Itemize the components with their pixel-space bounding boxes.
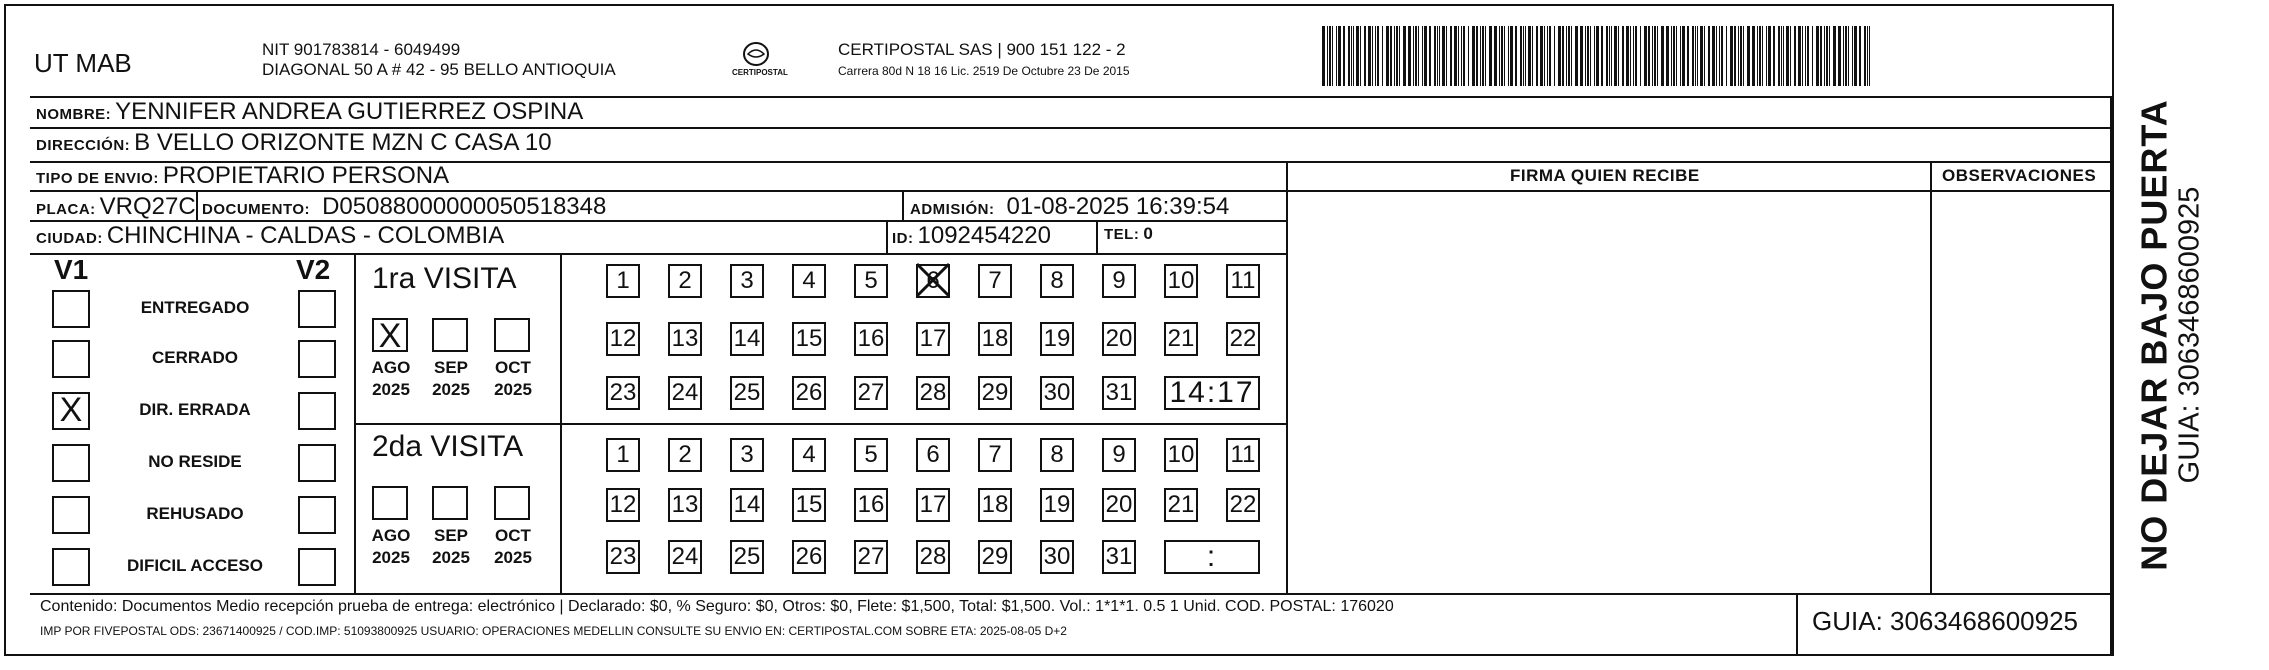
day-box[interactable]: 10 — [1164, 438, 1198, 472]
logo-text: CERTIPOSTAL — [732, 68, 788, 77]
day-box[interactable]: 12 — [606, 322, 640, 356]
cell-divider — [902, 190, 904, 220]
status-option-label: NO RESIDE — [148, 452, 242, 471]
day-box[interactable]: 7 — [978, 264, 1012, 298]
month-checkbox[interactable] — [494, 318, 530, 352]
cell-divider — [886, 220, 888, 253]
year-label: 2025 — [372, 548, 410, 567]
firma-column-left — [1286, 161, 1288, 593]
day-box[interactable]: 23 — [606, 540, 640, 574]
day-box[interactable]: 18 — [978, 488, 1012, 522]
visit2-title: 2da VISITA — [372, 430, 524, 463]
footer-contents: Contenido: Documentos Medio recepción prueba de entrega: electrónico | Declarado: $0, % Seguro: $0, Otros: $0, Flete: $1,500, Total: $1,500. Vol.: 1*1*1. 0.5 1 Unid. COD. POSTAL: 176020 — [40, 598, 1394, 615]
status-option-label: CERRADO — [152, 348, 238, 367]
year-label: 2025 — [372, 380, 410, 399]
day-box[interactable]: 13 — [668, 488, 702, 522]
admision-field: ADMISIÓN: 01-08-2025 16:39:54 — [910, 193, 1230, 220]
day-box[interactable]: 5 — [854, 438, 888, 472]
row-line — [30, 253, 1286, 255]
day-box[interactable]: 26 — [792, 376, 826, 410]
tel-field: TEL: 0 — [1104, 224, 1154, 243]
day-box[interactable]: 15 — [792, 322, 826, 356]
document-number: D05088000000050518348 — [322, 193, 607, 220]
year-label: 2025 — [494, 548, 532, 567]
year-label: 2025 — [432, 380, 470, 399]
direccion-field: DIRECCIÓN: B VELLO ORIZONTE MZN C CASA 10 — [36, 129, 552, 156]
day-box[interactable]: 17 — [916, 488, 950, 522]
month-label: OCT — [495, 526, 531, 545]
observaciones-header: OBSERVACIONES — [1942, 166, 2097, 185]
day-box[interactable]: 22 — [1226, 322, 1260, 356]
day-box[interactable]: 1 — [606, 264, 640, 298]
tipo-field: TIPO DE ENVIO: PROPIETARIO PERSONA — [36, 162, 450, 189]
day-box[interactable]: 7 — [978, 438, 1012, 472]
day-box[interactable]: 26 — [792, 540, 826, 574]
day-box[interactable]: 18 — [978, 322, 1012, 356]
day-box[interactable]: 24 — [668, 540, 702, 574]
status-v2-checkbox[interactable] — [298, 340, 336, 378]
day-box[interactable]: 19 — [1040, 322, 1074, 356]
recipient-address: B VELLO ORIZONTE MZN C CASA 10 — [134, 129, 552, 156]
v2-header: V2 — [296, 254, 331, 285]
day-box[interactable]: 13 — [668, 322, 702, 356]
status-v2-checkbox[interactable] — [298, 496, 336, 534]
sender-nit: NIT 901783814 - 6049499 — [262, 40, 461, 59]
day-box[interactable]: 31 — [1102, 540, 1136, 574]
month-checkbox[interactable] — [432, 486, 468, 520]
visit-time-box[interactable]: : — [1164, 540, 1260, 574]
ciudad-field: CIUDAD: CHINCHINA - CALDAS - COLOMBIA — [36, 222, 505, 249]
status-v1-checkbox[interactable] — [52, 548, 90, 586]
day-box[interactable]: 28 — [916, 540, 950, 574]
day-box[interactable]: 30 — [1040, 540, 1074, 574]
city: CHINCHINA - CALDAS - COLOMBIA — [106, 222, 505, 249]
footer-print-info: IMP POR FIVEPOSTAL ODS: 23671400925 / COD.IMP: 51093800925 USUARIO: OPERACIONES MEDELLIN CONSULTE SU ENVIO EN: CERTIPOSTAL.COM SOBRE ETA: 2025-08-05 D+2 — [40, 624, 1067, 638]
day-box[interactable]: 20 — [1102, 322, 1136, 356]
day-box[interactable]: 28 — [916, 376, 950, 410]
shipment-type: PROPIETARIO PERSONA — [162, 162, 450, 189]
sender-name: UT MAB — [34, 48, 132, 78]
status-v2-checkbox[interactable] — [298, 548, 336, 586]
status-v2-checkbox[interactable] — [298, 290, 336, 328]
day-box[interactable]: 5 — [854, 264, 888, 298]
visit-divider — [354, 423, 1286, 425]
day-box[interactable]: 16 — [854, 488, 888, 522]
day-box[interactable]: 3 — [730, 438, 764, 472]
day-box[interactable]: 25 — [730, 376, 764, 410]
day-box[interactable]: 29 — [978, 540, 1012, 574]
month-checkbox[interactable] — [432, 318, 468, 352]
month-label: AGO — [371, 526, 411, 545]
admission-date: 01-08-2025 16:39:54 — [1006, 193, 1230, 220]
day-box[interactable]: 31 — [1102, 376, 1136, 410]
day-box[interactable]: 6 — [916, 264, 950, 298]
tel-number: 0 — [1143, 224, 1154, 243]
side-warning: NO DEJAR BAJO PUERTA — [2133, 99, 2175, 571]
month-checkbox[interactable]: X — [372, 318, 408, 352]
day-box[interactable]: 14 — [730, 322, 764, 356]
status-v1-checkbox[interactable] — [52, 340, 90, 378]
day-box[interactable]: 9 — [1102, 438, 1136, 472]
month-checkbox[interactable] — [372, 486, 408, 520]
month-label: AGO — [371, 358, 411, 377]
day-box[interactable]: 23 — [606, 376, 640, 410]
documento-field: DOCUMENTO: D05088000000050518348 — [202, 193, 607, 220]
day-box[interactable]: 15 — [792, 488, 826, 522]
day-box[interactable]: 14 — [730, 488, 764, 522]
day-box[interactable]: 12 — [606, 488, 640, 522]
company-logo — [732, 38, 788, 84]
month-checkbox[interactable] — [494, 486, 530, 520]
day-box[interactable]: 29 — [978, 376, 1012, 410]
day-box[interactable]: 8 — [1040, 264, 1074, 298]
day-box[interactable]: 27 — [854, 376, 888, 410]
status-option-label: ENTREGADO — [140, 298, 250, 317]
status-option-label: REHUSADO — [146, 504, 244, 523]
status-v2-checkbox[interactable] — [298, 444, 336, 482]
day-box[interactable]: 10 — [1164, 264, 1198, 298]
barcode — [1322, 26, 1874, 86]
firma-header: FIRMA QUIEN RECIBE — [1510, 166, 1700, 185]
plate-number: VRQ27C — [99, 193, 196, 220]
day-box[interactable]: 11 — [1226, 438, 1260, 472]
day-box[interactable]: 3 — [730, 264, 764, 298]
month-label: OCT — [495, 358, 531, 377]
observaciones-column-left — [1930, 161, 1932, 593]
status-option-label: DIFICIL ACCESO — [126, 556, 263, 575]
recipient-name: YENNIFER ANDREA GUTIERREZ OSPINA — [115, 98, 584, 125]
side-guia: GUIA: 3063468600925 — [2173, 186, 2206, 484]
sender-address: DIAGONAL 50 A # 42 - 95 BELLO ANTIOQUIA — [262, 60, 616, 79]
day-box[interactable]: 20 — [1102, 488, 1136, 522]
row-line — [30, 190, 2112, 192]
month-label: SEP — [433, 526, 469, 545]
cell-divider — [196, 190, 198, 220]
day-box[interactable]: 19 — [1040, 488, 1074, 522]
visit-time-box[interactable]: 14:17 — [1164, 376, 1260, 410]
day-box[interactable]: 8 — [1040, 438, 1074, 472]
day-box[interactable]: 4 — [792, 264, 826, 298]
day-box[interactable]: 1 — [606, 438, 640, 472]
observaciones-column-right — [2110, 96, 2112, 654]
visit1-title: 1ra VISITA — [372, 262, 517, 295]
id-number: 1092454220 — [917, 222, 1051, 249]
status-v1-checkbox[interactable]: X — [52, 392, 90, 430]
id-field: ID: 1092454220 — [892, 222, 1051, 249]
company-license: Carrera 80d N 18 16 Lic. 2519 De Octubre 23 De 2015 — [838, 64, 1130, 78]
footer-guia: GUIA: 3063468600925 — [1812, 606, 2078, 636]
footer-line — [30, 593, 2112, 595]
day-box[interactable]: 21 — [1164, 322, 1198, 356]
status-v1-checkbox[interactable] — [52, 290, 90, 328]
cell-divider — [1096, 220, 1098, 253]
day-box[interactable]: 22 — [1226, 488, 1260, 522]
day-box[interactable]: 16 — [854, 322, 888, 356]
nombre-field: NOMBRE: YENNIFER ANDREA GUTIERREZ OSPINA — [36, 98, 584, 125]
day-box[interactable]: 30 — [1040, 376, 1074, 410]
placa-field: PLACA: VRQ27C — [36, 193, 196, 220]
day-box[interactable]: 21 — [1164, 488, 1198, 522]
footer-divider — [1796, 593, 1798, 654]
status-v1-checkbox[interactable] — [52, 444, 90, 482]
v1-header: V1 — [54, 254, 89, 285]
day-check-mark — [913, 260, 953, 300]
company-name: CERTIPOSTAL SAS | 900 151 122 - 2 — [838, 40, 1126, 59]
day-box[interactable]: 2 — [668, 264, 702, 298]
year-label: 2025 — [494, 380, 532, 399]
status-option-label: DIR. ERRADA — [139, 400, 251, 419]
month-label: SEP — [433, 358, 469, 377]
day-box[interactable]: 6 — [916, 438, 950, 472]
day-box[interactable]: 11 — [1226, 264, 1260, 298]
day-box[interactable]: 25 — [730, 540, 764, 574]
year-label: 2025 — [432, 548, 470, 567]
day-box[interactable]: 24 — [668, 376, 702, 410]
day-box[interactable]: 2 — [668, 438, 702, 472]
status-v1-checkbox[interactable] — [52, 496, 90, 534]
day-box[interactable]: 17 — [916, 322, 950, 356]
day-box[interactable]: 4 — [792, 438, 826, 472]
day-box[interactable]: 9 — [1102, 264, 1136, 298]
day-box[interactable]: 27 — [854, 540, 888, 574]
status-v2-checkbox[interactable] — [298, 392, 336, 430]
